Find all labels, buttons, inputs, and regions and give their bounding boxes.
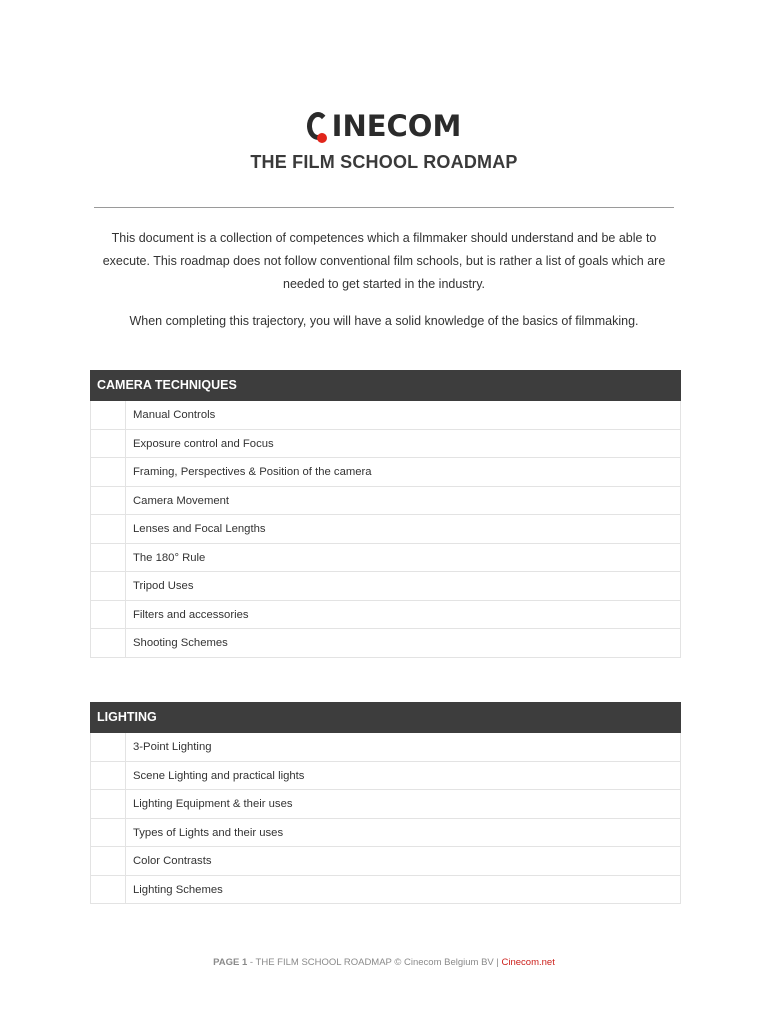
checkbox-cell[interactable] (91, 876, 126, 904)
footer-text: - THE FILM SCHOOL ROADMAP © Cinecom Belgium BV | (247, 957, 502, 968)
section-heading: CAMERA TECHNIQUES (90, 370, 681, 401)
checklist-row (91, 515, 680, 544)
checklist-item-label: Lighting Schemes (133, 883, 223, 896)
checklist-row (91, 458, 680, 487)
checklist-row (91, 847, 680, 876)
checklist-item-label: Shooting Schemes (133, 637, 228, 649)
page-footer (0, 957, 768, 968)
checklist-item-label: Lighting Equipment & their uses (133, 798, 293, 810)
logo-text: INECOM (331, 109, 462, 143)
checklist-row (91, 876, 680, 905)
checkbox-cell[interactable] (91, 629, 126, 657)
checklist-item-label: Tripod Uses (133, 580, 194, 592)
intro-summary: When completing this trajectory, you will have a solid knowledge of the basics of filmmaking. (129, 314, 639, 328)
checkbox-cell[interactable] (91, 430, 126, 458)
page-number: PAGE 1 (213, 957, 248, 968)
checklist-row (91, 790, 680, 819)
checklist-row (91, 762, 680, 791)
checklist-item-label: Scene Lighting and practical lights (133, 769, 305, 782)
section-camera-techniques (90, 370, 681, 658)
logo-c-mark-icon (307, 110, 331, 142)
checklist (90, 733, 681, 904)
checklist-item-label: Filters and accessories (133, 608, 249, 621)
checklist-row (91, 487, 680, 516)
checklist-item-label: Camera Movement (133, 494, 230, 507)
checkbox-cell[interactable] (91, 733, 126, 761)
intro-paragraph: This document is a collection of competences which a filmmaker should understand and be able to execute. This roadmap does not follow conventional film schools, but is rather a list of goals which are needed to get started in the industry. (102, 231, 666, 291)
website-link[interactable]: Cinecom.net (501, 957, 555, 968)
cinecom-logo (0, 104, 768, 142)
checklist-item-label: Framing, Perspectives & Position of the camera (133, 466, 372, 478)
section-lighting (90, 702, 681, 904)
checklist-row (91, 401, 680, 430)
page-title: THE FILM SCHOOL ROADMAP (250, 152, 518, 172)
checkbox-cell[interactable] (91, 401, 126, 429)
checkbox-cell[interactable] (91, 458, 126, 486)
checkbox-cell[interactable] (91, 601, 126, 629)
checklist-item-label: Manual Controls (133, 409, 216, 421)
checklist-item-label: 3-Point Lighting (133, 741, 212, 753)
checkbox-cell[interactable] (91, 487, 126, 515)
checkbox-cell[interactable] (91, 515, 126, 543)
checklist-item-label: The 180° Rule (133, 551, 206, 564)
checkbox-cell[interactable] (91, 572, 126, 600)
checklist-row (91, 430, 680, 459)
checkbox-cell[interactable] (91, 762, 126, 790)
divider (94, 207, 674, 208)
checklist-row (91, 572, 680, 601)
checklist-row (91, 629, 680, 658)
section-heading: LIGHTING (90, 702, 681, 733)
checkbox-cell[interactable] (91, 847, 126, 875)
checklist (90, 401, 681, 658)
checklist-item-label: Lenses and Focal Lengths (133, 523, 266, 535)
checklist-item-label: Types of Lights and their uses (133, 826, 284, 839)
checklist-row (91, 544, 680, 573)
checklist-item-label: Exposure control and Focus (133, 437, 274, 450)
checklist-row (91, 819, 680, 848)
checklist-item-label: Color Contrasts (133, 855, 212, 867)
checklist-row (91, 733, 680, 762)
checklist-row (91, 601, 680, 630)
checkbox-cell[interactable] (91, 790, 126, 818)
checkbox-cell[interactable] (91, 819, 126, 847)
checkbox-cell[interactable] (91, 544, 126, 572)
